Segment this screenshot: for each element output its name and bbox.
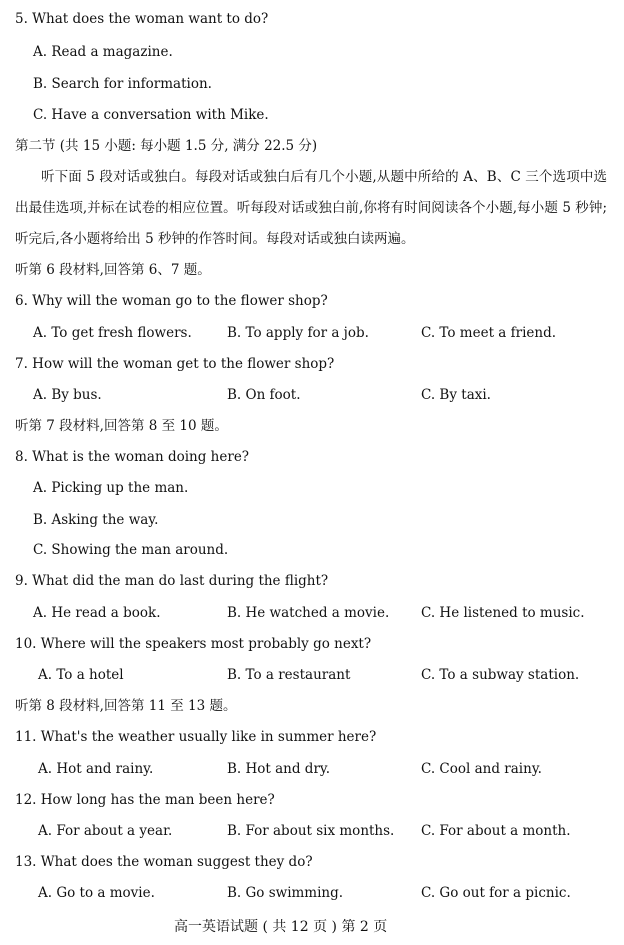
q11-option-a: A. Hot and rainy. — [38, 761, 154, 777]
question-6: 6. Why will the woman go to the flower shop? — [15, 293, 328, 309]
page-footer: 高一英语试题 ( 共 12 页 ) 第 2 页 — [174, 919, 388, 935]
question-7: 7. How will the woman get to the flower shop? — [15, 356, 335, 372]
intro-passage-8: 听第 8 段材料,回答第 11 至 13 题。 — [15, 698, 237, 714]
q9-option-a: A. He read a book. — [33, 605, 161, 621]
q12-option-c: C. For about a month. — [421, 823, 571, 839]
q5-option-c: C. Have a conversation with Mike. — [33, 107, 269, 123]
q7-option-a: A. By bus. — [33, 387, 102, 403]
intro-passage-7: 听第 7 段材料,回答第 8 至 10 题。 — [15, 418, 228, 434]
q11-option-c: C. Cool and rainy. — [421, 761, 542, 777]
q8-option-a: A. Picking up the man. — [33, 480, 189, 496]
q8-option-b: B. Asking the way. — [33, 512, 159, 528]
q13-option-c: C. Go out for a picnic. — [421, 885, 571, 901]
q10-option-b: B. To a restaurant — [227, 667, 351, 683]
q6-option-c: C. To meet a friend. — [421, 325, 557, 341]
q8-option-c: C. Showing the man around. — [33, 542, 229, 558]
question-13: 13. What does the woman suggest they do? — [15, 854, 313, 870]
q12-option-b: B. For about six months. — [227, 823, 395, 839]
question-8: 8. What is the woman doing here? — [15, 449, 250, 465]
question-9: 9. What did the man do last during the flight? — [15, 573, 329, 589]
q5-option-a: A. Read a magazine. — [33, 44, 173, 60]
q10-option-a: A. To a hotel — [38, 667, 124, 683]
question-12: 12. How long has the man been here? — [15, 792, 275, 808]
q9-option-c: C. He listened to music. — [421, 605, 585, 621]
q13-option-b: B. Go swimming. — [227, 885, 344, 901]
section-heading: 第二节 (共 15 小题: 每小题 1.5 分, 满分 22.5 分) — [15, 138, 318, 154]
question-11: 11. What's the weather usually like in summer here? — [15, 729, 377, 745]
q6-option-b: B. To apply for a job. — [227, 325, 369, 341]
q5-option-b: B. Search for information. — [33, 76, 212, 92]
q7-option-b: B. On foot. — [227, 387, 301, 403]
q6-option-a: A. To get fresh flowers. — [33, 325, 192, 341]
q9-option-b: B. He watched a movie. — [227, 605, 390, 621]
q13-option-a: A. Go to a movie. — [38, 885, 155, 901]
q10-option-c: C. To a subway station. — [421, 667, 580, 683]
section-instructions: 听下面 5 段对话或独白。每段对话或独白后有几个小题,从题中所给的 A、B、C 三个选项中选出最佳选项,并标在试卷的相应位置。听每段对话或独白前,你将有时间阅读各个小题,每小题 5 秒钟;听完后,各小题将给出 5 秒钟的作答时间。每段对话或独白读两遍。 — [15, 169, 607, 247]
q11-option-b: B. Hot and dry. — [227, 761, 331, 777]
q7-option-c: C. By taxi. — [421, 387, 491, 403]
q12-option-a: A. For about a year. — [38, 823, 173, 839]
question-5: 5. What does the woman want to do? — [15, 11, 269, 27]
question-10: 10. Where will the speakers most probably go next? — [15, 636, 372, 652]
intro-passage-6: 听第 6 段材料,回答第 6、7 题。 — [15, 262, 211, 278]
